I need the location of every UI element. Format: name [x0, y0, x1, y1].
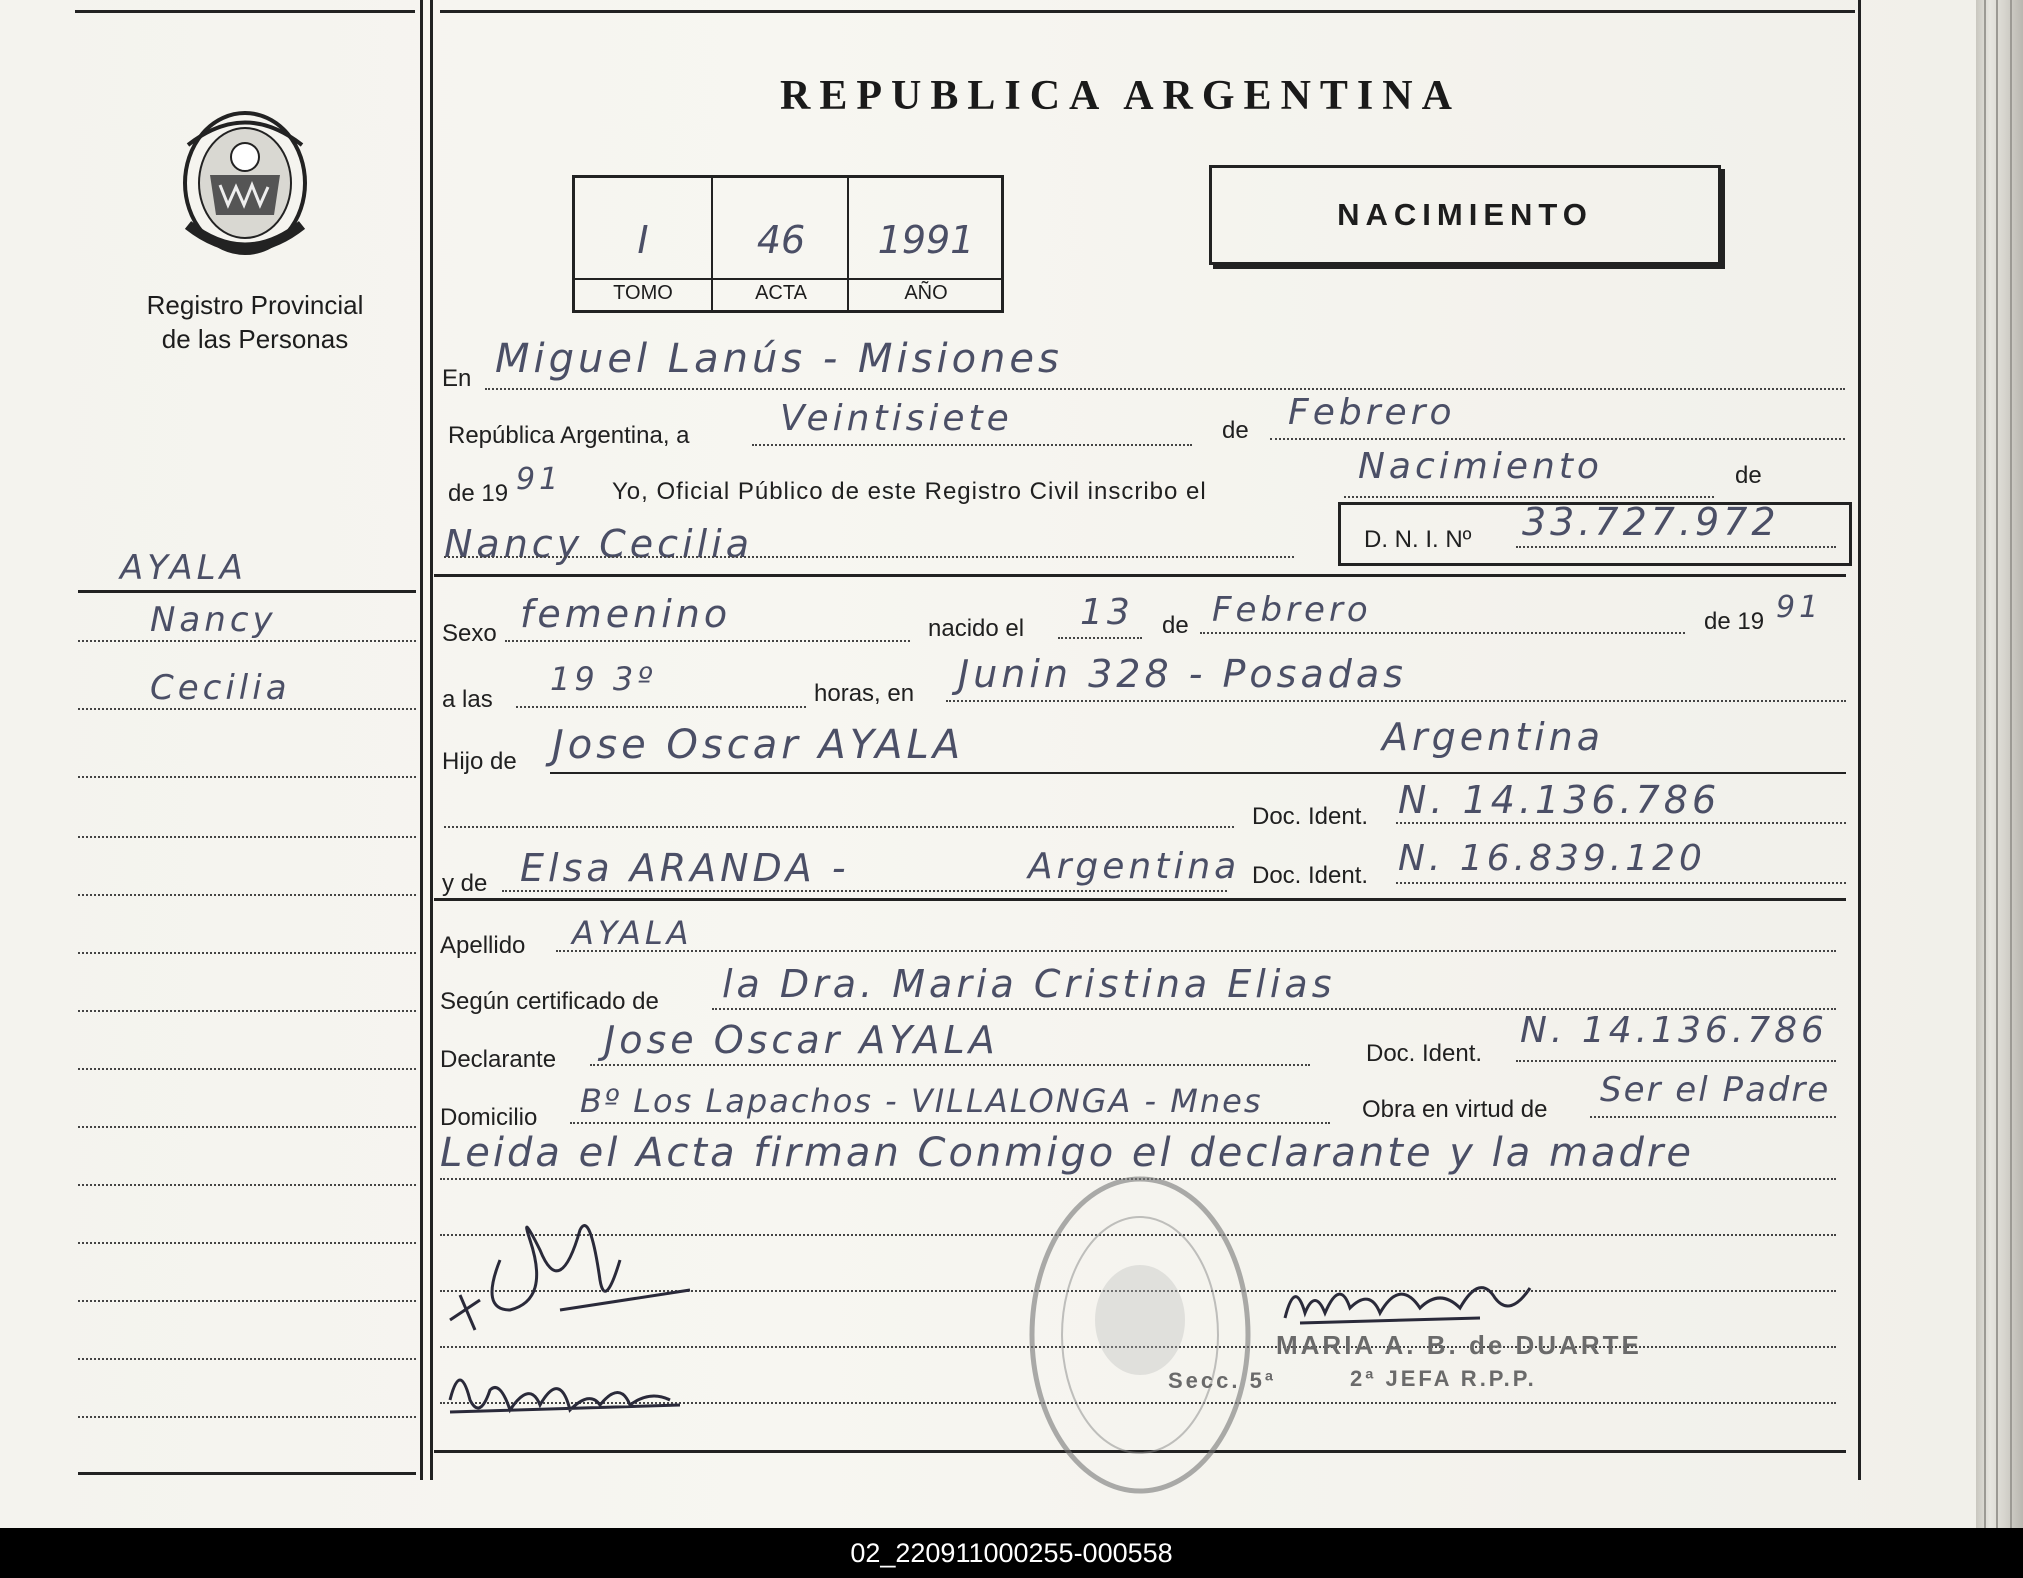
mother-nationality: Argentina [1028, 846, 1241, 887]
nacido-label: nacido el [928, 615, 1025, 642]
margin-dotted-line [78, 952, 416, 954]
margin-surname: AYALA [120, 548, 247, 588]
declarante-doc-label: Doc. Ident. [1366, 1040, 1483, 1067]
en-label: En [442, 365, 472, 392]
day-words: Veintisiete [780, 398, 1013, 439]
child-dotted-line [444, 556, 1294, 558]
tomo-value: I [637, 218, 649, 262]
stamp-sub: Secc. 5ª [1168, 1368, 1276, 1393]
anio-cell [847, 178, 1003, 310]
madre-signature [440, 1350, 680, 1430]
declarante-doc: N. 14.136.786 [1520, 1010, 1828, 1051]
record-type: NACIMIENTO [1337, 197, 1593, 232]
acta-label: ACTA [713, 278, 849, 305]
y-de-label: y de [442, 870, 488, 897]
country-title: REPUBLICA ARGENTINA [780, 73, 1461, 119]
margin-dotted-line [78, 1300, 416, 1302]
father-nationality: Argentina [1382, 715, 1605, 759]
act-type: Nacimiento [1358, 446, 1603, 487]
domicilio-value: Bº Los Lapachos - VILLALONGA - Mnes [580, 1082, 1263, 1120]
official-title: 2ª JEFA R.P.P. [1350, 1366, 1537, 1391]
month-dotted-line [1270, 438, 1845, 440]
en-value: Miguel Lanús - Misiones [495, 336, 1063, 382]
registry-name [110, 288, 400, 356]
mother-doc: N. 16.839.120 [1398, 838, 1706, 879]
anio-label: AÑO [849, 278, 1003, 305]
year-prefix: de 19 [448, 480, 509, 507]
child-name: Nancy Cecilia [444, 522, 754, 566]
tomo-label: TOMO [575, 278, 711, 305]
certificado-value: la Dra. Maria Cristina Elias [722, 962, 1336, 1006]
de-label-3: de [1162, 612, 1189, 639]
de-label-2: de [1735, 462, 1762, 489]
sexo-label: Sexo [442, 620, 497, 647]
registry-name-line2: de las Personas [161, 324, 349, 354]
republica-label: República Argentina, a [448, 422, 690, 449]
file-id-bar [0, 1528, 2023, 1578]
section-rule-1 [434, 574, 1846, 577]
birth-day-dotted-line [1058, 637, 1142, 639]
declarante-signature [440, 1200, 700, 1340]
margin-rule [78, 590, 416, 593]
hijo-label: Hijo de [442, 748, 517, 775]
margin-dotted-line [78, 836, 416, 838]
domicilio-label: Domicilio [440, 1104, 538, 1131]
dni-dotted-line [1516, 546, 1836, 548]
tomo-cell [575, 178, 711, 310]
registry-name-line1: Registro Provincial [146, 290, 364, 320]
margin-dotted-line [78, 1416, 416, 1418]
book-page-edge [1976, 0, 2023, 1528]
place-dotted-line [946, 700, 1846, 702]
declarante-value: Jose Oscar AYALA [604, 1018, 999, 1062]
sexo-value: femenino [520, 592, 732, 636]
birth-year-suffix: 91 [1776, 590, 1823, 625]
acta-cell [711, 178, 849, 310]
right-border [1858, 0, 1861, 1480]
closing-text: Leida el Acta firman Conmigo el declarante y la madre [440, 1130, 1694, 1176]
margin-dotted-line [78, 1010, 416, 1012]
apellido-dotted-line [556, 950, 1836, 952]
margin-dotted-line [78, 1184, 416, 1186]
father-doc-dotted-line [444, 826, 1234, 828]
margin-dotted-line [78, 1242, 416, 1244]
sexo-dotted-line [505, 640, 910, 642]
top-rule-left [75, 10, 415, 13]
year-suffix: 91 [516, 462, 563, 497]
month-value: Febrero [1288, 392, 1456, 433]
father-rule [550, 772, 1846, 774]
margin-dotted-line [78, 894, 416, 896]
hour-value: 19 3º [550, 660, 657, 698]
section-rule-2 [434, 898, 1846, 901]
birth-year-prefix: de 19 [1704, 608, 1765, 635]
declarante-doc-dotted-line [1516, 1060, 1836, 1062]
obra-label: Obra en virtud de [1362, 1096, 1548, 1123]
oficial-label: Yo, Oficial Público de este Registro Civil inscribo el [612, 478, 1207, 505]
margin-dotted-line [78, 708, 416, 710]
birth-month-dotted-line [1200, 632, 1685, 634]
dni-value: 33.727.972 [1522, 500, 1780, 544]
declarante-label: Declarante [440, 1046, 557, 1073]
place-value: Junin 328 - Posadas [958, 652, 1407, 696]
record-type-box [1209, 165, 1721, 265]
anio-value: 1991 [877, 218, 975, 262]
column-divider-1 [420, 0, 423, 1480]
official-name: MARIA A. B. de DUARTE [1276, 1330, 1642, 1360]
file-id: 02_220911000255-000558 [850, 1538, 1173, 1568]
dni-label: D. N. I. Nº [1364, 526, 1472, 553]
mother-doc-value-dotted-line [1396, 882, 1846, 884]
margin-dotted-line [78, 1358, 416, 1360]
hour-dotted-line [516, 706, 806, 708]
father-doc: N. 14.136.786 [1398, 778, 1721, 822]
birth-day: 13 [1080, 592, 1134, 633]
a-las-label: a las [442, 686, 493, 713]
en-dotted-line [485, 388, 1845, 390]
father-doc-value-dotted-line [1396, 822, 1846, 824]
declarante-dotted-line [590, 1064, 1310, 1066]
obra-value: Ser el Padre [1600, 1070, 1831, 1110]
margin-bottom-rule [78, 1472, 416, 1475]
column-divider-2 [430, 0, 433, 1480]
top-rule-right [440, 10, 1855, 13]
obra-dotted-line [1590, 1116, 1836, 1118]
margin-name1: Nancy [150, 600, 277, 640]
domicilio-dotted-line [570, 1122, 1330, 1124]
horas-label: horas, en [814, 680, 915, 707]
birth-month: Febrero [1212, 590, 1372, 630]
apellido-label: Apellido [440, 932, 526, 959]
margin-name2: Cecilia [150, 668, 291, 708]
mother-name: Elsa ARANDA - [520, 846, 850, 890]
mother-doc-label: Doc. Ident. [1252, 862, 1369, 889]
father-doc-label: Doc. Ident. [1252, 803, 1369, 830]
segun-label: Según certificado de [440, 988, 659, 1015]
father-name: Jose Oscar AYALA [552, 722, 965, 768]
registry-number-box [572, 175, 1004, 313]
official-signature [1280, 1268, 1560, 1338]
margin-dotted-line [78, 1068, 416, 1070]
misiones-shield-icon [170, 105, 320, 265]
apellido-value: AYALA [572, 914, 693, 952]
margin-dotted-line [78, 1126, 416, 1128]
margin-dotted-line [78, 776, 416, 778]
mother-dotted-line [502, 890, 1227, 892]
registry-stamp [1025, 1170, 1255, 1500]
margin-dotted-line [78, 640, 416, 642]
de-label: de [1222, 417, 1249, 444]
acta-value: 46 [756, 218, 806, 262]
day-dotted-line [752, 444, 1192, 446]
act-dotted-line [1344, 496, 1714, 498]
